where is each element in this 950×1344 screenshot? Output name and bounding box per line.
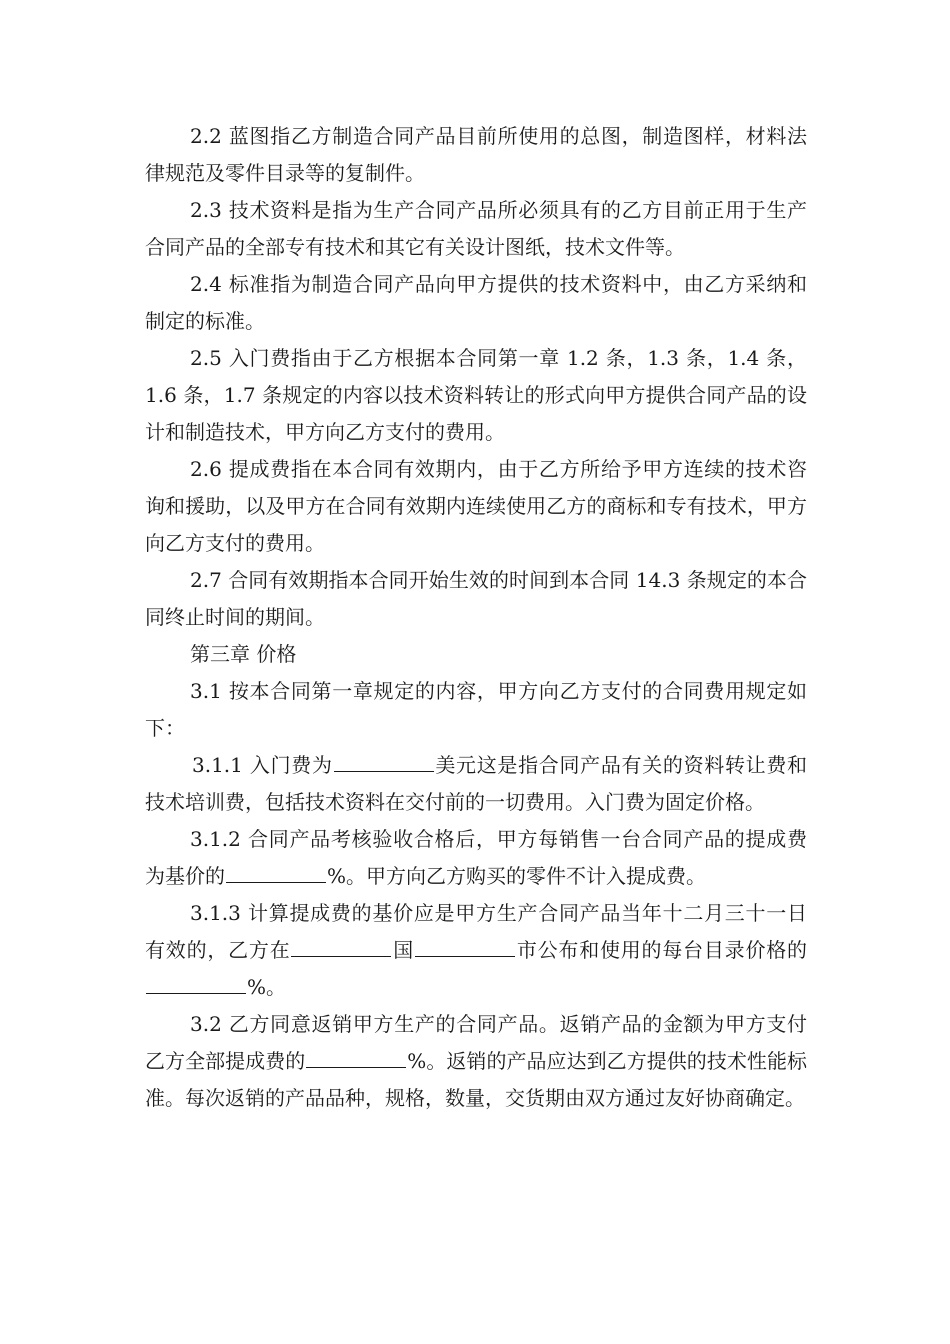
entry-fee-blank bbox=[334, 749, 434, 772]
paragraph-3-2-text-b: %。返销的产品应达到乙方提供的技术性能标准。每次返销的产品品种，规格，数量，交货期由双方通过友好协商确定。 bbox=[145, 1049, 807, 1110]
paragraph-2-4: 2.4 标准指为制造合同产品向甲方提供的技术资料中，由乙方采纳和制定的标准。 bbox=[145, 272, 807, 333]
paragraph-3-1-2 bbox=[145, 821, 807, 895]
paragraph-2-6: 2.6 提成费指在本合同有效期内，由于乙方所给予甲方连续的技术咨询和援助，以及甲方在合同有效期内连续使用乙方的商标和专有技术，甲方向乙方支付的费用。 bbox=[145, 457, 807, 555]
city-blank bbox=[415, 934, 515, 957]
paragraph-3-2 bbox=[145, 1006, 807, 1117]
paragraph-3-1-3-text-a: 3.1.3 计算提成费的基价应是甲方生产合同产品当年十二月三十一日有效的，乙方在 bbox=[145, 901, 807, 962]
paragraph-3-1-1-text-b: 美元这是指合同产品有关的资料转让费和技术培训费，包括技术资料在交付前的一切费用。入门费为固定价格。 bbox=[145, 753, 807, 814]
chapter-3-heading: 第三章 价格 bbox=[190, 642, 297, 666]
paragraph-3-1-3-text-b: 国 bbox=[392, 938, 415, 962]
list-price-rate-blank bbox=[146, 971, 246, 994]
paragraph-2-5: 2.5 入门费指由于乙方根据本合同第一章 1.2 条，1.3 条，1.4 条，1.6 条，1.7 条规定的内容以技术资料转让的形式向甲方提供合同产品的设计和制造技术，甲方向乙方支付的费用。 bbox=[145, 346, 807, 444]
paragraph-3-1-1-text-a: 3.1.1 入门费为 bbox=[192, 753, 333, 777]
paragraph-3-1-3 bbox=[145, 895, 807, 1006]
buyback-rate-blank bbox=[306, 1045, 406, 1068]
paragraph-3-1-3-text-d: %。 bbox=[247, 975, 287, 999]
document-body bbox=[145, 118, 807, 1117]
paragraph-2-2: 2.2 蓝图指乙方制造合同产品目前所使用的总图，制造图样，材料法律规范及零件目录等的复制件。 bbox=[145, 124, 807, 185]
paragraph-3-1-3-text-c: 市公布和使用的每台目录价格的 bbox=[516, 938, 808, 962]
paragraph-2-3: 2.3 技术资料是指为生产合同产品所必须具有的乙方目前正用于生产合同产品的全部专有技术和其它有关设计图纸，技术文件等。 bbox=[145, 198, 807, 259]
paragraph-3-1-1 bbox=[145, 747, 807, 821]
paragraph-2-7: 2.7 合同有效期指本合同开始生效的时间到本合同 14.3 条规定的本合同终止时间的期间。 bbox=[145, 568, 807, 629]
paragraph-3-2-text-a: 3.2 乙方同意返销甲方生产的合同产品。返销产品的金额为甲方支付乙方全部提成费的 bbox=[145, 1012, 807, 1073]
paragraph-3-1-2-text-b: %。甲方向乙方购买的零件不计入提成费。 bbox=[327, 864, 707, 888]
paragraph-3-1-2-text-a: 3.1.2 合同产品考核验收合格后，甲方每销售一台合同产品的提成费为基价的 bbox=[145, 827, 807, 888]
paragraph-3-1: 3.1 按本合同第一章规定的内容，甲方向乙方支付的合同费用规定如下： bbox=[145, 679, 807, 740]
country-blank bbox=[291, 934, 391, 957]
royalty-rate-blank bbox=[226, 860, 326, 883]
